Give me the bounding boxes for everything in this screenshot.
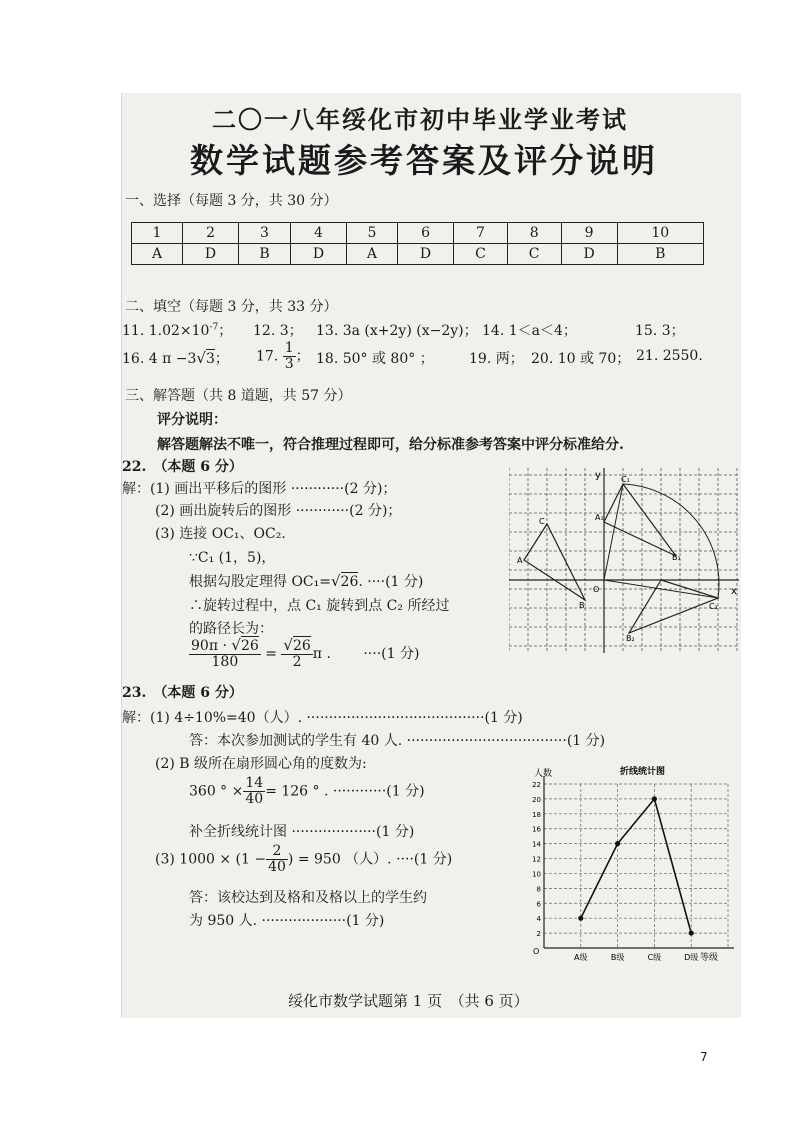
section-solve-heading: 三、解答题（共 8 道题，共 57 分） xyxy=(125,388,352,404)
q22-line: ∵C₁ (1，5)， xyxy=(189,550,276,566)
fill-answer-17 xyxy=(256,341,310,372)
y-tick-label: 16 xyxy=(532,825,541,834)
point-label: C₁ xyxy=(621,475,630,484)
line-text: 360 ° × xyxy=(189,783,244,800)
x-tick-label: D级 xyxy=(684,953,699,962)
point-label: B₂ xyxy=(626,634,635,643)
numerator xyxy=(189,638,261,655)
fill-answer-19: 19. 两； xyxy=(469,351,524,367)
answer-text: 16. 4 π −3 xyxy=(122,351,197,367)
answer-text: 17. xyxy=(256,348,279,365)
line-text: 根据勾股定理得 OC₁= xyxy=(189,574,331,590)
sqrt-symbol: √ xyxy=(196,349,206,367)
q22-line: 的路径长为： xyxy=(189,621,273,637)
table-cell: C xyxy=(507,244,561,265)
line-chart xyxy=(528,762,740,970)
table-row xyxy=(132,223,704,244)
line-text: . ····(1 分) xyxy=(358,574,424,590)
data-point xyxy=(615,841,620,846)
table-cell: 7 xyxy=(454,223,508,244)
y-tick-label: 10 xyxy=(532,870,541,879)
table-cell: D xyxy=(397,244,453,265)
table-cell: 3 xyxy=(239,223,291,244)
line-text: (3) 1000 × (1 − xyxy=(155,851,267,868)
denominator: 180 xyxy=(211,654,239,670)
x-tick-label: B级 xyxy=(610,953,625,962)
fill-answer-15: 15. 3； xyxy=(635,323,685,339)
fraction xyxy=(243,776,265,807)
scoring-note-title: 评分说明： xyxy=(157,412,227,428)
equals-sign: = xyxy=(265,646,277,662)
numerator xyxy=(281,638,312,655)
origin-label: O xyxy=(533,947,540,956)
answer-text: ； xyxy=(295,348,310,365)
sqrt-symbol: √ xyxy=(330,572,341,590)
table-cell: 1 xyxy=(132,223,183,244)
table-cell: 8 xyxy=(507,223,561,244)
q22-line: (2) 画出旋转后的图形 ············(2 分)； xyxy=(155,503,402,519)
numerator: 14 xyxy=(245,775,264,791)
fill-answer-13: 13. 3a (x+2y) (x−2y)； xyxy=(316,323,478,339)
sqrt-symbol: √ xyxy=(283,636,293,654)
x-axis-label: 等级 xyxy=(700,953,719,963)
y-tick-label: 8 xyxy=(536,885,541,894)
y-axis-label: y xyxy=(595,470,601,481)
q23-line: 答：该校达到及格和及格以上的学生约 xyxy=(189,890,427,906)
section-choice-heading: 一、选择（每题 3 分，共 30 分） xyxy=(125,193,338,209)
table-cell: 10 xyxy=(617,223,703,244)
q22-line: ∴旋转过程中，点 C₁ 旋转到点 C₂ 所经过 xyxy=(189,598,450,614)
origin-label: O xyxy=(593,585,600,594)
q22-formula xyxy=(189,638,419,670)
fraction xyxy=(283,341,296,372)
q22-heading: 22. （本题 6 分） xyxy=(122,459,243,475)
denominator: 2 xyxy=(292,654,302,670)
q22-line xyxy=(189,571,423,591)
fill-answer-14: 14. 1＜a＜4； xyxy=(482,323,577,339)
table-cell: 2 xyxy=(183,223,239,244)
y-tick-label: 18 xyxy=(532,810,541,819)
x-tick-label: A级 xyxy=(574,953,588,962)
q23-line: 补全折线统计图 ···················(1 分) xyxy=(189,824,415,840)
data-point xyxy=(689,930,694,935)
y-tick-label: 14 xyxy=(532,840,541,849)
radicand: 3 xyxy=(205,351,215,367)
y-tick-label: 2 xyxy=(536,930,541,939)
q22-line: 解：(1) 画出平移后的图形 ············(2 分)； xyxy=(122,481,397,497)
y-tick-label: 6 xyxy=(536,900,541,909)
table-cell: D xyxy=(561,244,617,265)
denominator: 3 xyxy=(284,356,294,372)
radicand: 26 xyxy=(292,638,311,654)
q23-line: 答：本次参加测试的学生有 40 人. ····································(1 分) xyxy=(189,733,606,749)
table-cell: D xyxy=(290,244,346,265)
chart-title: 折线统计图 xyxy=(620,767,666,777)
rotation-arc xyxy=(623,484,719,598)
choice-answer-table xyxy=(131,222,704,265)
data-point xyxy=(652,796,657,801)
denominator: 40 xyxy=(245,791,264,807)
data-point xyxy=(578,916,583,921)
q23-heading: 23. （本题 6 分） xyxy=(122,685,243,701)
scoring-note-body: 解答题解法不唯一，符合推理过程即可，给分标准参考答案中评分标准给分. xyxy=(157,437,624,453)
score-text: ····(1 分) xyxy=(363,646,420,662)
point-label: C₂ xyxy=(709,602,718,611)
answer-text: ； xyxy=(218,323,233,339)
x-axis-label: x xyxy=(731,586,737,597)
section-fill-heading: 二、填空（每题 3 分，共 33 分） xyxy=(125,299,338,315)
table-cell: C xyxy=(454,244,508,265)
q23-line: 为 950 人. ···················(1 分) xyxy=(189,913,385,929)
series-line xyxy=(581,799,691,933)
fill-answer-21: 21. 2550. xyxy=(636,348,703,364)
table-cell: D xyxy=(183,244,239,265)
exponent: -7 xyxy=(209,322,219,333)
line-text: π . xyxy=(312,646,331,662)
y-tick-label: 12 xyxy=(532,855,541,864)
numerator: 2 xyxy=(266,844,288,860)
y-tick-label: 4 xyxy=(536,915,541,924)
fraction xyxy=(266,844,288,875)
y-tick-label: 22 xyxy=(532,781,541,789)
fill-answer-18: 18. 50° 或 80° ； xyxy=(316,351,434,367)
table-cell: A xyxy=(346,244,397,265)
q23-line: 解：(1) 4÷10%=40（人）. ········································(1 分) xyxy=(122,710,523,726)
table-cell: 6 xyxy=(397,223,453,244)
line-text: ) = 950 （人）. ····(1 分) xyxy=(287,851,453,868)
q23-formula xyxy=(189,776,425,807)
page-footer: 绥化市数学试题第 1 页 （共 6 页） xyxy=(288,992,529,1010)
fill-answer-16 xyxy=(122,348,229,368)
table-cell: 5 xyxy=(346,223,397,244)
exam-title: 二〇一八年绥化市初中毕业学业考试 xyxy=(212,105,628,134)
answer-text: 11. 1.02×10 xyxy=(122,323,210,339)
answer-text: ； xyxy=(214,351,229,367)
point-label: A₁ xyxy=(595,513,604,522)
fraction xyxy=(281,638,312,670)
table-cell: 4 xyxy=(290,223,346,244)
table-cell: A xyxy=(132,244,183,265)
q22-line: (3) 连接 OC₁、OC₂. xyxy=(155,526,286,542)
x-tick-label: C级 xyxy=(647,953,662,962)
table-cell: B xyxy=(617,244,703,265)
radicand: 26 xyxy=(240,638,259,654)
denominator: 40 xyxy=(268,859,286,875)
fraction xyxy=(189,638,261,670)
fill-answer-12: 12. 3； xyxy=(253,323,303,339)
line-text: = 126 ° . ············(1 分) xyxy=(265,783,425,800)
y-axis-label: 人数 xyxy=(534,769,553,779)
sqrt-symbol: √ xyxy=(231,636,241,654)
point-label: C xyxy=(539,517,545,526)
table-cell: 9 xyxy=(561,223,617,244)
answer-title: 数学试题参考答案及评分说明 xyxy=(190,141,658,180)
line-text: 90π · xyxy=(191,638,232,654)
table-row xyxy=(132,244,704,265)
q23-formula xyxy=(155,844,452,875)
q23-line: (2) B 级所在扇形圆心角的度数为: xyxy=(155,756,367,772)
point-label: B₁ xyxy=(672,553,681,562)
page-number: 7 xyxy=(700,1050,708,1064)
radicand: 26 xyxy=(340,574,359,590)
fill-answer-11 xyxy=(122,320,232,340)
y-tick-label: 20 xyxy=(532,795,541,804)
table-cell: B xyxy=(239,244,291,265)
coordinate-grid-figure xyxy=(509,468,739,653)
point-label: B xyxy=(579,601,585,610)
triangle-abc xyxy=(524,524,585,600)
fill-answer-20: 20. 10 或 70； xyxy=(531,351,631,367)
point-label: A xyxy=(517,556,523,565)
numerator: 1 xyxy=(284,340,294,356)
